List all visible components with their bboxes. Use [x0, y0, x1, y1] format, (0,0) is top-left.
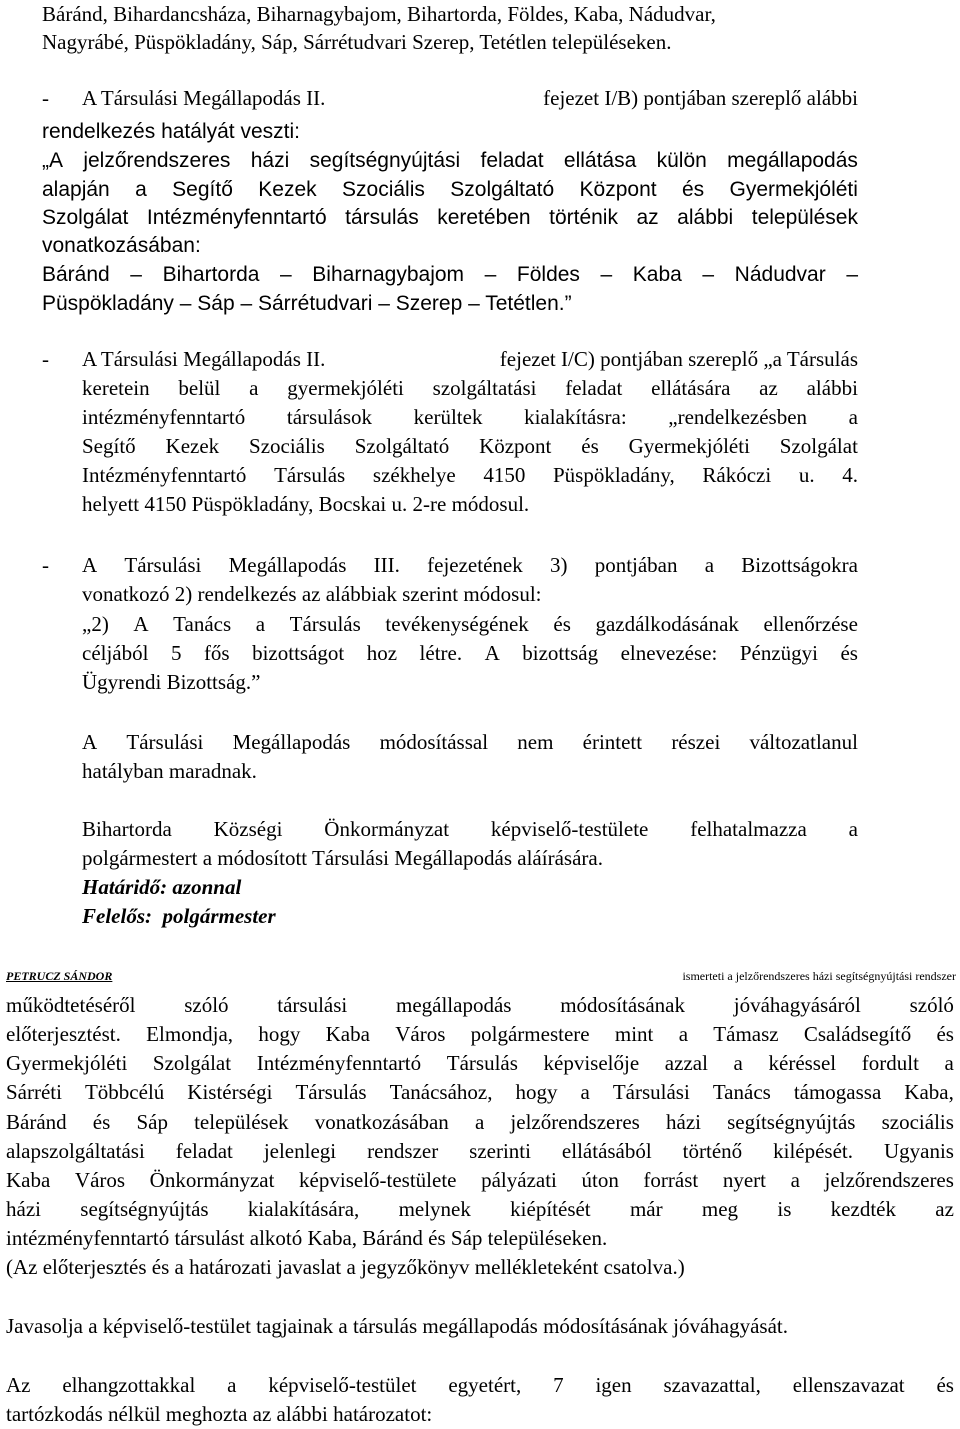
- item2-line-5: Intézményfenntartó Társulás székhelye 4150 Püspökladány, Rákóczi u. 4.: [82, 463, 858, 487]
- item1-line-5: Szolgálat Intézményfenntartó társulás keretében történik az alábbi települések: [42, 206, 858, 229]
- item2-line-3: intézményfenntartó társulások kerültek kialakításra: „rendelkezésben a: [82, 405, 858, 429]
- vote-line-2: tartózkodás nélkül meghozta az alábbi határozatot:: [6, 1402, 433, 1426]
- item1-line-3: „A jelzőrendszeres házi segítségnyújtási feladat ellátása külön megállapodás: [42, 149, 858, 172]
- deadline-label: Határidő: azonnal: [82, 875, 242, 899]
- item1-line-1a: A Társulási Megállapodás II.: [82, 86, 326, 110]
- item2-line-1a: A Társulási Megállapodás II.: [82, 347, 326, 371]
- item3-line-5: Ügyrendi Bizottság.”: [82, 670, 261, 694]
- unchanged-line-1: A Társulási Megállapodás módosítással nem érintett részei változatlanul: [82, 730, 858, 754]
- item1-line-4: alapján a Segítő Kezek Szociális Szolgáltató Központ és Gyermekjóléti: [42, 178, 858, 201]
- item1-line-8: Püspökladány – Sáp – Sárrétudvari – Szerep – Tetétlen.”: [42, 292, 572, 315]
- item2-dash: -: [42, 347, 49, 371]
- responsible-label: Felelős: polgármester: [82, 904, 276, 928]
- resolution-line-1: Bihartorda Községi Önkormányzat képviselő-testülete felhatalmazza a: [82, 817, 858, 841]
- item1-line-1: [82, 84, 858, 113]
- unchanged-line-2: hatályban maradnak.: [82, 759, 257, 783]
- item3-line-1: A Társulási Megállapodás III. fejezetének 3) pontjában a Bizottságokra: [82, 553, 858, 577]
- speaker-line-11: (Az előterjesztés és a határozati javaslat a jegyzőkönyv mellékleteként csatolva.): [6, 1255, 685, 1279]
- settlements-line-1: Báránd, Bihardancsháza, Biharnagybajom, Bihartorda, Földes, Kaba, Nádudvar,: [42, 2, 716, 26]
- speaker-line-2: működtetéséről szóló társulási megállapodás módosításának jóváhagyásáról szóló: [6, 993, 954, 1017]
- speaker-line-7: alapszolgáltatási feladat jelenlegi rendszer szerinti ellátásából történő kilépését. Ugyanis: [6, 1139, 954, 1163]
- item3-line-2: vonatkozó 2) rendelkezés az alábbiak szerint módosul:: [82, 582, 542, 606]
- item3-line-4: céljából 5 fős bizottságot hoz létre. A bizottság elnevezése: Pénzügyi és: [82, 641, 858, 665]
- item3-dash: -: [42, 553, 49, 577]
- item1-dash: -: [42, 86, 49, 110]
- speaker-line-1: [6, 962, 956, 991]
- item2-line-1b: fejezet I/C) pontjában szereplő „a Társulás: [499, 347, 858, 371]
- speaker-line-9: házi segítségnyújtás kialakítására, melynek kiépítését már meg is kezdték az: [6, 1197, 954, 1221]
- speaker-name: PETRUCZ SÁNDOR: [6, 969, 113, 983]
- item1-line-7: Báránd – Bihartorda – Biharnagybajom – Földes – Kaba – Nádudvar –: [42, 263, 858, 286]
- item2-line-6: helyett 4150 Püspökladány, Bocskai u. 2-re módosul.: [82, 492, 530, 516]
- item1-line-1b: fejezet I/B) pontjában szereplő alábbi: [543, 86, 858, 110]
- speaker-line-3: előterjesztést. Elmondja, hogy Kaba Város polgármestere mint a Támasz Családsegítő és: [6, 1022, 954, 1046]
- item1-line-2: rendelkezés hatályát veszti:: [42, 120, 300, 143]
- settlements-line-2: Nagyrábé, Püspökladány, Sáp, Sárrétudvari Szerep, Tetétlen településeken.: [42, 30, 672, 54]
- speaker-line-1-text: ismerteti a jelzőrendszeres házi segítségnyújtási rendszer: [682, 969, 956, 983]
- item2-line-1: [82, 345, 858, 374]
- speaker-line-4: Gyermekjóléti Szolgálat Intézményfenntartó Társulás képviselője azzal a kéréssel fordult a: [6, 1051, 954, 1075]
- item2-line-4: Segítő Kezek Szociális Szolgáltató Központ és Gyermekjóléti Szolgálat: [82, 434, 858, 458]
- item3-line-3: „2) A Tanács a Társulás tevékenységének és gazdálkodásának ellenőrzése: [82, 612, 858, 636]
- speaker-line-5: Sárréti Többcélú Kistérségi Társulás Tanácsához, hogy a Társulási Tanács támogassa Kaba,: [6, 1080, 954, 1104]
- speaker-line-6: Báránd és Sáp települések vonatkozásában a jelzőrendszeres házi segítségnyújtás szociális: [6, 1110, 954, 1134]
- proposal-line: Javasolja a képviselő-testület tagjainak a társulás megállapodás módosításának jóváhagyását.: [6, 1314, 789, 1338]
- item1-line-6: vonatkozásában:: [42, 234, 201, 257]
- speaker-line-8: Kaba Város Önkormányzat képviselő-testülete pályázati úton forrást nyert a jelzőrendszeres: [6, 1168, 954, 1192]
- item2-line-2: keretein belül a gyermekjóléti szolgáltatási feladat ellátására az alábbi: [82, 376, 858, 400]
- vote-line-1: Az elhangzottakkal a képviselő-testület egyetért, 7 igen szavazattal, ellenszavazat és: [6, 1373, 954, 1397]
- speaker-line-10: intézményfenntartó társulást alkotó Kaba, Báránd és Sáp településeken.: [6, 1226, 608, 1250]
- resolution-line-2: polgármestert a módosított Társulási Megállapodás aláírására.: [82, 846, 603, 870]
